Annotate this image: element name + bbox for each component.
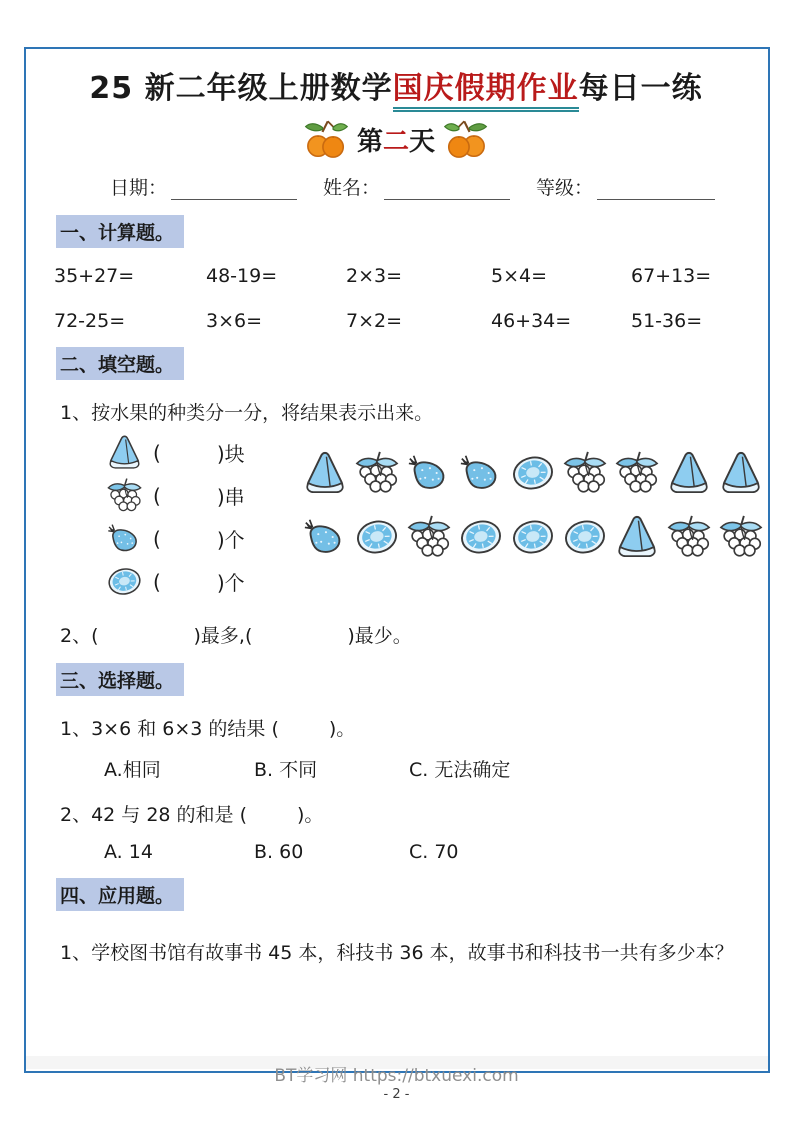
name-label: 姓名： xyxy=(323,177,381,199)
grapes-icon xyxy=(718,514,764,560)
choice-q1-stem xyxy=(60,714,752,741)
day-number: 二 xyxy=(382,126,409,157)
choice-2-options xyxy=(40,841,752,863)
page-number: - 2 - xyxy=(383,1087,410,1103)
fill-q2-text xyxy=(60,621,752,648)
paren-close-unit: )块 xyxy=(216,442,245,466)
section-fill-heading xyxy=(56,347,752,380)
fruit-answer-list xyxy=(106,431,302,603)
choice-option: A.相同 xyxy=(104,759,161,781)
choice-option: C. 70 xyxy=(409,841,459,863)
choice-q2-stem xyxy=(60,800,752,827)
watermelon-icon xyxy=(666,450,712,496)
kiwi-icon xyxy=(510,514,556,560)
oranges-icon xyxy=(303,117,349,161)
section-heading-label: 一、计算题。 xyxy=(56,215,184,248)
paren-close-unit: )个 xyxy=(216,528,245,552)
kiwi-icon xyxy=(106,563,143,600)
title-highlight: 国庆假期作业 xyxy=(393,71,579,112)
fill-q1-text: 1、按水果的种类分一分，将结果表示出来。 xyxy=(60,402,434,424)
name-blank[interactable] xyxy=(384,181,510,200)
fruit-grid xyxy=(302,431,764,603)
choice-1-options xyxy=(40,755,752,782)
calc-problem: 2×3= xyxy=(346,265,403,287)
paren-open: ( xyxy=(153,569,161,594)
calc-problem: 3×6= xyxy=(206,310,263,332)
application-q1-label: 1、学校图书馆有故事书 45 本，科技书 36 本，故事书和科技书一共有多少本？ xyxy=(60,942,734,964)
grade-label: 等级： xyxy=(536,177,594,199)
calc-problem: 67+13= xyxy=(631,265,712,287)
fruit-answer-row xyxy=(106,560,302,603)
calc-problem: 72-25= xyxy=(54,310,126,332)
calc-problem: 7×2= xyxy=(346,310,403,332)
calc-problem: 5×4= xyxy=(491,265,548,287)
calc-problem: 51-36= xyxy=(631,310,703,332)
paren-open: ( xyxy=(153,526,161,551)
q2-part: )最少。 xyxy=(347,625,412,647)
section-application-heading xyxy=(56,878,752,911)
calc-row-2 xyxy=(40,310,752,332)
paren-open: ( xyxy=(153,483,161,508)
grapes-icon xyxy=(106,477,143,514)
grade-blank[interactable] xyxy=(597,181,715,200)
paren-close-unit: )个 xyxy=(216,571,245,595)
watermelon-icon xyxy=(614,514,660,560)
calc-problem: 48-19= xyxy=(206,265,278,287)
stem-text: )。 xyxy=(297,804,324,826)
fruit-answer-row xyxy=(106,517,302,560)
title-prefix: 25 新二年级上册数学 xyxy=(89,71,393,106)
day-prefix: 第 xyxy=(356,126,383,157)
section-heading-label: 四、应用题。 xyxy=(56,878,184,911)
section-calc-heading xyxy=(56,215,752,248)
grapes-icon xyxy=(666,514,712,560)
kiwi-icon xyxy=(458,514,504,560)
strawberry-icon xyxy=(458,450,504,496)
section-heading-label: 三、选择题。 xyxy=(56,663,184,696)
choice-option: B. 60 xyxy=(254,841,304,863)
grapes-icon xyxy=(406,514,452,560)
date-blank[interactable] xyxy=(171,181,297,200)
page-footer xyxy=(0,1066,793,1104)
choice-option: C. 无法确定 xyxy=(409,759,511,781)
choice-option: B. 不同 xyxy=(254,759,318,781)
watermelon-icon xyxy=(106,434,143,471)
watermelon-icon xyxy=(718,450,764,496)
day-label xyxy=(357,121,435,158)
calc-row-1 xyxy=(40,265,752,287)
strawberry-icon xyxy=(106,520,143,557)
grapes-icon xyxy=(354,450,400,496)
calc-problem: 35+27= xyxy=(54,265,135,287)
fruit-answer-row xyxy=(106,474,302,517)
fruit-classification-area xyxy=(40,431,752,603)
site-watermark: BT学习网 https://btxuexi.com xyxy=(274,1066,519,1086)
worksheet-title xyxy=(40,63,752,107)
info-row xyxy=(110,173,752,200)
strawberry-icon xyxy=(406,450,452,496)
grapes-icon xyxy=(562,450,608,496)
oranges-icon xyxy=(443,117,489,161)
paren-close-unit: )串 xyxy=(216,485,245,509)
calc-problem: 46+34= xyxy=(491,310,572,332)
kiwi-icon xyxy=(354,514,400,560)
application-q1-text xyxy=(60,927,738,979)
day-suffix: 天 xyxy=(409,126,436,157)
watermelon-icon xyxy=(302,450,348,496)
stem-text: 1、3×6 和 6×3 的结果 ( xyxy=(60,718,279,740)
date-label: 日期： xyxy=(110,177,168,199)
section-choice-heading xyxy=(56,663,752,696)
strawberry-icon xyxy=(302,514,348,560)
kiwi-icon xyxy=(510,450,556,496)
fruit-answer-row xyxy=(106,431,302,474)
fruit-grid-row-1 xyxy=(302,441,764,505)
section-heading-label: 二、填空题。 xyxy=(56,347,184,380)
fruit-grid-row-2 xyxy=(302,505,764,569)
stem-text: 2、42 与 28 的和是 ( xyxy=(60,804,248,826)
q2-part: )最多,( xyxy=(193,625,253,647)
day-banner xyxy=(40,113,752,165)
worksheet-page-frame xyxy=(24,47,770,1073)
stem-text: )。 xyxy=(328,718,356,740)
grapes-icon xyxy=(614,450,660,496)
kiwi-icon xyxy=(562,514,608,560)
choice-option: A. 14 xyxy=(104,841,153,863)
title-suffix: 每日一练 xyxy=(578,71,703,106)
q2-part: 2、( xyxy=(60,625,99,647)
paren-open: ( xyxy=(153,440,161,465)
